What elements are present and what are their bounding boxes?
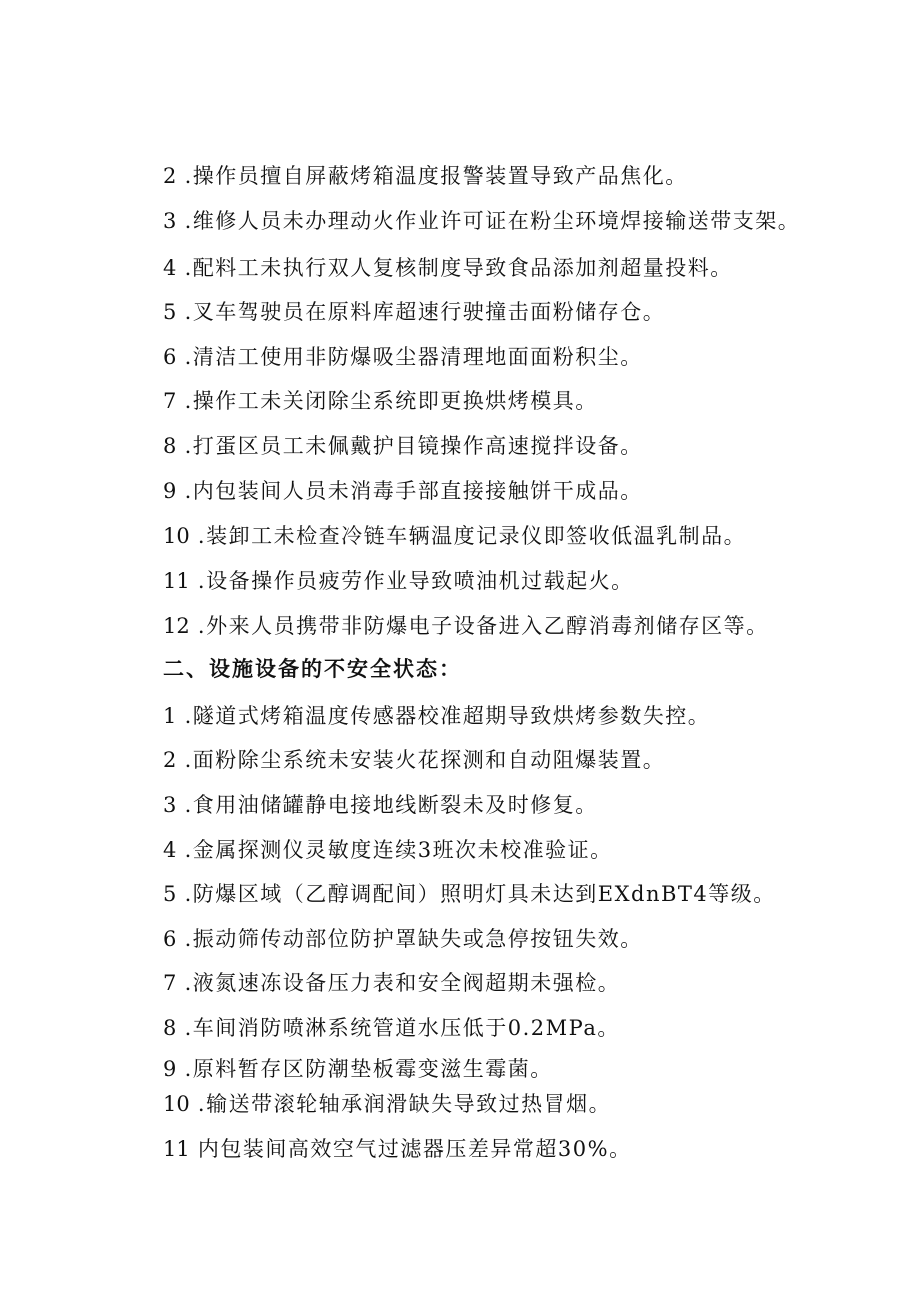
item-number: 3 (163, 209, 177, 233)
item-number: 9 (163, 479, 177, 503)
item-number: 5 (163, 300, 177, 324)
list-item (163, 791, 598, 819)
item-number: 5 (163, 882, 177, 906)
item-number: 8 (163, 1016, 177, 1040)
item-text: .振动筛传动部位防护罩缺失或急停按钮失效。 (184, 927, 643, 951)
list-item (163, 836, 613, 864)
list-item (163, 880, 776, 908)
item-number: 2 (163, 164, 177, 188)
section-heading: 二、设施设备的不安全状态： (163, 657, 462, 681)
item-number: 1 (163, 704, 177, 728)
list-item (163, 612, 769, 640)
list-item (163, 477, 643, 505)
item-text: .原料暂存区防潮垫板霉变滋生霉菌。 (184, 1057, 553, 1081)
list-item (163, 702, 710, 730)
list-item (163, 254, 733, 282)
list-item (163, 746, 665, 774)
list-item (163, 298, 665, 326)
item-text: .叉车驾驶员在原料库超速行驶撞击面粉储存仓。 (184, 300, 666, 324)
item-number: 7 (163, 389, 177, 413)
item-number: 12 (163, 614, 190, 638)
item-text: .内包装间人员未消毒手部直接接触饼干成品。 (184, 479, 643, 503)
item-text: .维修人员未办理动火作业许可证在粉尘环境焊接输送带支架。 (184, 209, 801, 233)
item-text: .配料工未执行双人复核制度导致食品添加剂超量投料。 (184, 256, 733, 280)
item-text: .食用油储罐静电接地线断裂未及时修复。 (184, 793, 598, 817)
item-text: .金属探测仪灵敏度连续3班次未校准验证。 (184, 838, 613, 862)
item-number: 8 (163, 434, 177, 458)
item-text: 内包装间高效空气过滤器压差异常超30%。 (197, 1137, 632, 1161)
list-item (163, 387, 598, 415)
item-text: .装卸工未检查冷链车辆温度记录仪即签收低温乳制品。 (197, 524, 747, 548)
item-text: .外来人员携带非防爆电子设备进入乙醇消毒剂储存区等。 (197, 614, 769, 638)
item-number: 10 (163, 524, 190, 548)
item-number: 3 (163, 793, 177, 817)
item-number: 9 (163, 1057, 177, 1081)
item-text: .防爆区域（乙醇调配间）照明灯具未达到EXdnBT4等级。 (184, 882, 776, 906)
item-number: 11 (163, 569, 190, 593)
list-item (163, 343, 643, 371)
item-number: 10 (163, 1092, 190, 1116)
item-text: .输送带滚轮轴承润滑缺失导致过热冒烟。 (197, 1092, 612, 1116)
item-number: 6 (163, 345, 177, 369)
item-text: .车间消防喷淋系统管道水压低于0.2MPa。 (184, 1016, 620, 1040)
list-item (163, 925, 643, 953)
item-text: .清洁工使用非防爆吸尘器清理地面面粉积尘。 (184, 345, 643, 369)
list-item (163, 522, 746, 550)
item-number: 2 (163, 748, 177, 772)
list-item (163, 567, 634, 595)
item-text: .打蛋区员工未佩戴护目镜操作高速搅拌设备。 (184, 434, 643, 458)
list-item (163, 432, 643, 460)
item-number: 11 (163, 1137, 190, 1161)
item-text: .设备操作员疲劳作业导致喷油机过载起火。 (197, 569, 634, 593)
item-text: .液氮速冻设备压力表和安全阀超期未强检。 (184, 971, 621, 995)
list-item (163, 1055, 553, 1083)
list-item (163, 162, 688, 190)
item-text: .操作员擅自屏蔽烤箱温度报警装置导致产品焦化。 (184, 164, 688, 188)
list-item (163, 207, 800, 235)
item-text: .隧道式烤箱温度传感器校准超期导致烘烤参数失控。 (184, 704, 711, 728)
item-number: 4 (163, 838, 177, 862)
item-text: .面粉除尘系统未安装火花探测和自动阻爆装置。 (184, 748, 666, 772)
item-number: 7 (163, 971, 177, 995)
item-number: 6 (163, 927, 177, 951)
list-item (163, 1090, 611, 1118)
list-item (163, 1135, 632, 1163)
item-number: 4 (163, 256, 177, 280)
item-text: .操作工未关闭除尘系统即更换烘烤模具。 (184, 389, 598, 413)
list-item (163, 969, 620, 997)
list-item (163, 1014, 620, 1042)
